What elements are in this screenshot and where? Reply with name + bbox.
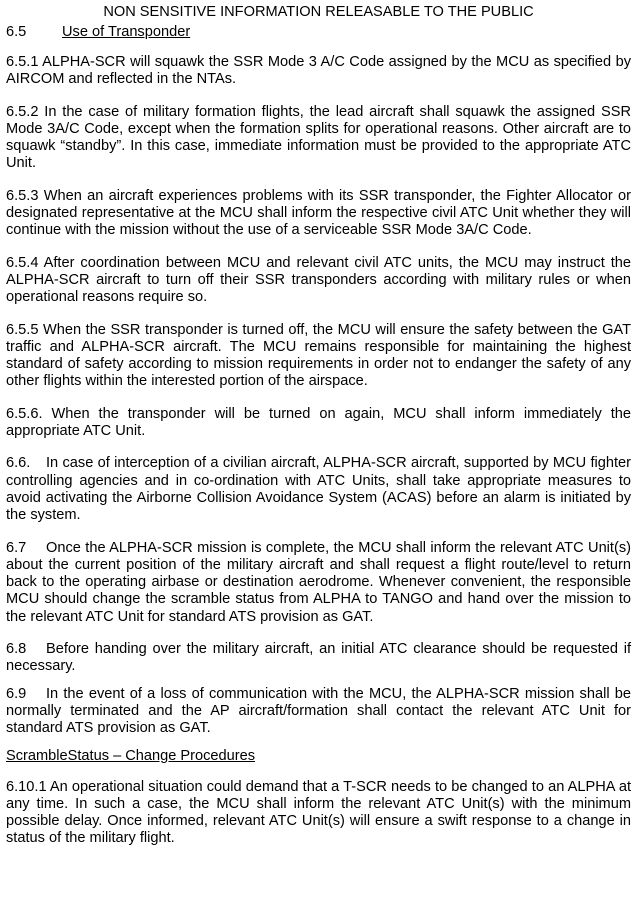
- paragraph-number: 6.7: [6, 539, 27, 556]
- section-title: Use of Transponder: [62, 24, 191, 40]
- paragraph-number: 6.5.1: [6, 54, 39, 70]
- paragraph-6-5-4: [6, 255, 631, 307]
- paragraph-6-7: [6, 540, 631, 626]
- paragraph-text: Once the ALPHA-SCR mission is complete, the MCU shall inform the relevant ATC Unit(s) about the current position of the military aircraft and shall request a flight route/level to return back to the operating airbase or destination aerodrome. Whenever convenient, the responsible MCU should change the scramble status from ALPHA to TANGO and hand over the mission to the relevant ATC Unit for standard ATS provision as GAT.: [6, 539, 631, 625]
- paragraph-number: 6.5.2: [6, 103, 39, 120]
- paragraph-number: 6.10.1: [6, 778, 47, 795]
- section-heading: [6, 24, 631, 41]
- subsection-heading: ScrambleStatus – Change Procedures: [6, 747, 256, 764]
- paragraph-6-5-3: [6, 188, 631, 240]
- paragraph-number: 6.5.4: [6, 254, 39, 271]
- paragraph-text: After coordination between MCU and relevant civil ATC units, the MCU may instruct the ALPHA-SCR aircraft to turn off their SSR transponders according with military rules or when operational reasons require so.: [6, 254, 631, 306]
- paragraph-number: 6.9: [6, 685, 27, 702]
- paragraph-number: 6.8: [6, 641, 27, 658]
- paragraph-6-10-1: [6, 779, 631, 848]
- section-number: 6.5: [6, 24, 27, 40]
- document-page: [6, 4, 631, 863]
- paragraph-text: In the case of military formation flights, the lead aircraft shall squawk the assigned SSR Mode 3A/C Code, except when the formation splits for operational reasons. Other aircraft are to squawk “standby”. In this case, immediate information must be provided to the appropriate ATC Unit.: [6, 103, 631, 172]
- paragraph-number: 6.6.: [6, 455, 31, 472]
- paragraph-text: When an aircraft experiences problems with its SSR transponder, the Fighter Allocator or designated representative at the MCU shall inform the respective civil ATC Unit whether they will continue with the mission without the use of a serviceable SSR Mode 3A/C Code.: [6, 187, 632, 239]
- paragraph-6-9: [6, 686, 631, 738]
- paragraph-text: In the event of a loss of communication with the MCU, the ALPHA-SCR mission shall be normally terminated and the AP aircraft/formation shall contact the relevant ATC Unit for standard ATS provision as GAT.: [6, 685, 631, 737]
- paragraph-text: When the SSR transponder is turned off, the MCU will ensure the safety between the GAT traffic and ALPHA-SCR aircraft. The MCU remains responsible for maintaining the highest standard of safety according to mission requirements in order not to endanger the safety of any other flights within the interested portion of the airspace.: [6, 321, 631, 390]
- paragraph-6-5-1: [6, 54, 631, 89]
- paragraph-text: An operational situation could demand that a T-SCR needs to be changed to an ALPHA at any time. In such a case, the MCU shall inform the relevant ATC Unit(s) with the minimum possible delay. Once informed, relevant ATC Unit(s) will ensure a swift response to a change in status of the military flight.: [6, 778, 632, 847]
- paragraph-number: 6.5.3: [6, 187, 39, 204]
- paragraph-6-8: [6, 641, 631, 676]
- paragraph-6-5-5: [6, 322, 631, 391]
- paragraph-text: When the transponder will be turned on again, MCU shall inform immediately the appropriate ATC Unit.: [6, 405, 631, 440]
- paragraph-6-5-6: [6, 406, 631, 441]
- paragraph-number: 6.5.5: [6, 321, 39, 338]
- classification-header: NON SENSITIVE INFORMATION RELEASABLE TO THE PUBLIC: [103, 4, 534, 20]
- paragraph-6-6: [6, 455, 631, 524]
- paragraph-text: ALPHA-SCR will squawk the SSR Mode 3 A/C Code assigned by the MCU as specified by AIRCOM and reflected in the NTAs.: [6, 54, 632, 88]
- paragraph-text: In case of interception of a civilian aircraft, ALPHA-SCR aircraft, supported by MCU fighter controlling agencies and in co-ordination with ATC Units, shall take appropriate measures to avoid activating the Airborne Collision Avoidance System (ACAS) before an alarm is initiated by the system.: [6, 455, 631, 524]
- paragraph-number: 6.5.6.: [6, 405, 43, 422]
- paragraph-6-5-2: [6, 104, 631, 173]
- paragraph-text: Before handing over the military aircraft, an initial ATC clearance should be requested if necessary.: [6, 641, 631, 675]
